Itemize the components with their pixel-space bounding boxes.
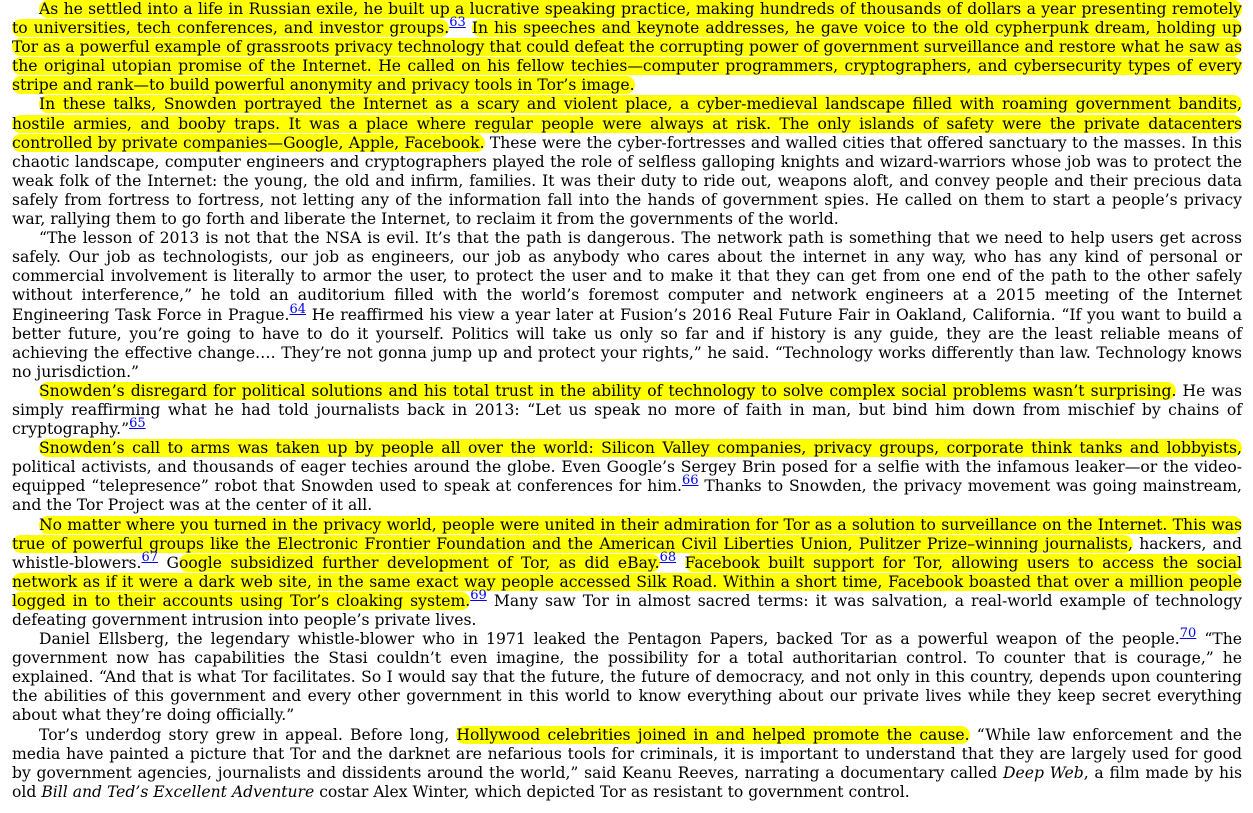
footnote-link[interactable]: 70 <box>1179 626 1197 642</box>
footnote-ref <box>1180 626 1197 641</box>
footnote-ref <box>141 550 158 565</box>
text-run: He reaffirmed his view a year later at Fusion’s 2016 Real Future Fair in Oakland, California. “If you want to build a better future, you’re going to have to do it yourself. Politics will take us only so far and if history is any guide, they are the least reliable means of achieving the effective change.… They’re not gonna jump up and protect your rights,” he said. “Technology works differently than law. Technology knows no jurisdiction.” <box>12 305 1242 381</box>
paragraph <box>12 439 1242 515</box>
highlighted-text: No matter where you turned in the privacy world, people were united in their admiration for Tor as a solution to surveillance on the Internet. This was true of powerful groups like the Electronic Frontier Foundation and the American Civil Liberties Union, Pulitzer Prize–winning journalists, <box>12 515 1242 553</box>
text-run: G <box>158 553 179 572</box>
paragraph <box>12 229 1242 382</box>
italic-title: Bill and Ted’s Excellent Adventure <box>41 782 315 801</box>
footnote-link[interactable]: 65 <box>129 416 146 432</box>
footnote-link[interactable]: 66 <box>682 473 699 489</box>
text-run: costar Alex Winter, which depicted Tor as resistant to government control. <box>314 782 910 801</box>
book-page-text <box>12 0 1242 802</box>
footnote-ref <box>129 416 146 431</box>
text-run: hackers, and whistle-blowers. <box>12 534 1242 572</box>
footnote-ref <box>289 302 306 317</box>
text-run: Daniel Ellsberg, the legendary whistle-blower who in 1971 leaked the Pentagon Papers, backed Tor as a powerful weapon of the people. <box>39 630 1180 649</box>
footnote-ref <box>449 15 466 30</box>
text-run <box>466 19 472 37</box>
text-run <box>676 554 684 572</box>
text-run: These were the cyber-fortresses and walled cities that offered sanctuary to the masses. In this chaotic landscape, computer engineers and cryptographers played the role of selfless galloping knights and wizard-warriors whose job was to protect the weak folk of the Internet: the young, the old and infirm, families. It was their duty to ride out, weapons aloft, and convey people and their precious data safely from fortress to fortress, not letting any of the information fall into the hands of government spies. He called on them to start a people’s privacy war, rallying them to go forth and liberate the Internet, to reclaim it from the governments of the world. <box>12 133 1242 229</box>
paragraph <box>12 382 1242 439</box>
footnote-ref <box>682 473 699 488</box>
text-run: “While law enforcement and the media have painted a picture that Tor and the darknet are nefarious tools for criminals, it is important to understand that they are largely used for good by government agencies, journalists and dissidents around the world,” said Keanu Reeves, narrating a documentary called <box>12 725 1242 782</box>
highlighted-text: In his speeches and keynote addresses, he gave voice to the old cypherpunk dream, holding up Tor as a powerful example of grassroots privacy technology that could defeat the corrupting power of government surveillance and restore what he saw as the original utopian promise of the Internet. He called on his fellow techies—computer programmers, cryptographers, and cybersecurity types of every stripe and rank—to build powerful anonymity and privacy tools in Tor’s image. <box>12 19 1242 95</box>
text-run: political activists, and thousands of eager techies around the globe. Even Google’s Sergey Brin posed for a selfie with the infamous leaker—or the video-equipped “telepresence” robot that Snowden used to speak at conferences for him. <box>12 458 1242 496</box>
footnote-link[interactable]: 67 <box>141 549 159 565</box>
highlighted-text: oogle subsidized further development of Tor, as did eBay. <box>178 553 660 572</box>
footnote-ref <box>470 588 487 603</box>
text-run: , a film made by his old <box>12 763 1242 801</box>
paragraph <box>12 0 1242 95</box>
footnote-link[interactable]: 68 <box>659 549 677 565</box>
highlighted-text: Facebook built support for Tor, allowing users to access the social network as if it were a dark web site, in the same exact way people accessed Silk Road. Within a short time, Facebook boasted that over a million people logged in to their accounts using Tor’s cloaking system. <box>12 553 1242 610</box>
highlighted-text: In these talks, Snowden portrayed the Internet as a scary and violent place, a cyber-medieval landscape filled with roaming government bandits, hostile armies, and booby traps. It was a place where regular people were always at risk. The only islands of safety were the private datacenters controlled by private companies—Google, Apple, Facebook. <box>12 95 1242 152</box>
paragraph <box>12 726 1242 802</box>
footnote-ref <box>660 550 677 565</box>
highlighted-text: Snowden’s call to arms was taken up by people all over the world: Silicon Valley companies, privacy groups, corporate think tanks and lobbyists, <box>39 439 1242 458</box>
footnote-link[interactable]: 64 <box>289 301 306 317</box>
italic-title: Deep Web <box>1003 763 1084 782</box>
highlighted-text: Hollywood celebrities joined in and helped promote the cause. <box>456 725 970 744</box>
text-run: Tor’s underdog story grew in appeal. Before long, <box>39 725 457 744</box>
text-run: “The lesson of 2013 is not that the NSA is evil. It’s that the path is dangerous. The network path is something that we need to help users get across safely. Our job as technologists, our job as engineers, our job as anybody who cares about the internet in any way, who has any kind of personal or commercial involvement is literally to armor the user, to protect the user and to make it that they can get from one end of the path to the other safely without interference,” he told an auditorium filled with the world’s foremost computer and network engineers at a 2015 meeting of the Internet Engineering Task Force in Prague. <box>12 229 1242 324</box>
text-run: Many saw Tor in almost sacred terms: it was salvation, a real-world example of technology defeating government intrusion into people’s private lives. <box>12 591 1242 629</box>
highlighted-text: As he settled into a life in Russian exile, he built up a lucrative speaking practice, making hundreds of thousands of dollars a year presenting remotely to universities, tech conferences, and investor groups. <box>12 0 1242 38</box>
text-run: Thanks to Snowden, the privacy movement was going mainstream, and the Tor Project was at the center of it all. <box>12 477 1242 515</box>
paragraph <box>12 626 1242 725</box>
highlighted-text: Snowden’s disregard for political solutions and his total trust in the ability of technology to solve complex social problems wasn’t surprising. <box>39 381 1177 400</box>
paragraph <box>12 95 1242 229</box>
footnote-link[interactable]: 63 <box>449 15 466 31</box>
footnote-link[interactable]: 69 <box>470 587 487 603</box>
text-run: “The government now has capabilities the Stasi couldn’t even imagine, the possibility for a total authoritarian control. To counter that is courage,” he explained. “And that is what Tor facilitates. So I would say that the future, the future of democracy, and not only in this country, depends upon countering the abilities of this government and every other government in this world to know everything about our private lives while they keep secret everything about what they’re doing officially.” <box>12 630 1242 725</box>
paragraph <box>12 516 1242 631</box>
text-run: He was simply reaffirming what he had told journalists back in 2013: “Let us speak no more of faith in man, but bind him down from mischief by chains of cryptography.” <box>12 381 1243 439</box>
